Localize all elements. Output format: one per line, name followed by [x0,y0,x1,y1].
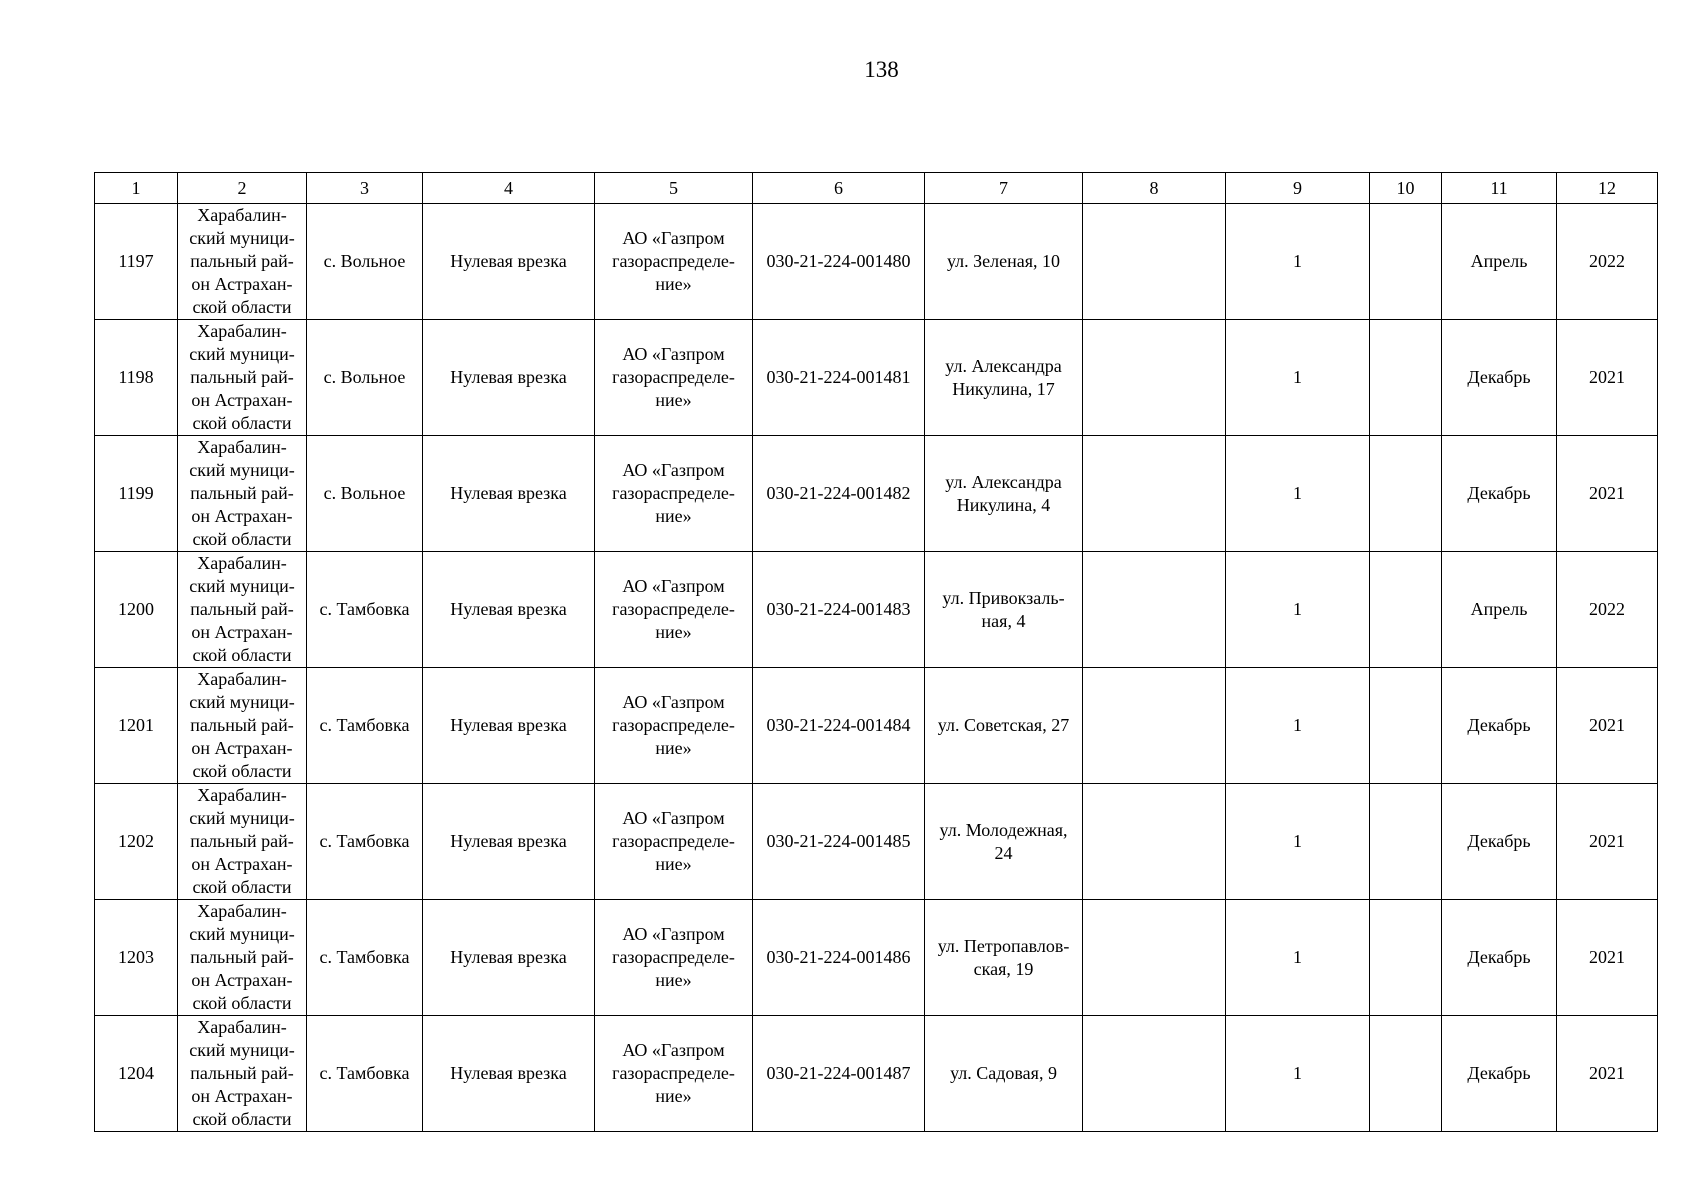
cell-municipality: Харабалин- ский муници- пальный рай- он Астрахан- ской области [178,320,307,436]
cell-object-code: 030-21-224-001485 [753,784,925,900]
cell-quantity: 1 [1226,668,1370,784]
cell-col-10 [1370,900,1442,1016]
cell-municipality: Харабалин- ский муници- пальный рай- он Астрахан- ской области [178,436,307,552]
cell-settlement: с. Тамбовка [307,1016,423,1132]
cell-municipality: Харабалин- ский муници- пальный рай- он Астрахан- ской области [178,668,307,784]
cell-organization: АО «Газпром газораспределе- ние» [595,784,753,900]
cell-work-type: Нулевая врезка [423,436,595,552]
cell-work-type: Нулевая врезка [423,1016,595,1132]
cell-object-code: 030-21-224-001482 [753,436,925,552]
column-header-9: 9 [1226,173,1370,204]
cell-quantity: 1 [1226,1016,1370,1132]
cell-address: ул. Садовая, 9 [925,1016,1083,1132]
cell-address: ул. Привокзаль- ная, 4 [925,552,1083,668]
cell-object-code: 030-21-224-001480 [753,204,925,320]
cell-month: Апрель [1442,552,1557,668]
table-row [95,552,1658,668]
column-header-3: 3 [307,173,423,204]
cell-settlement: с. Тамбовка [307,668,423,784]
column-header-2: 2 [178,173,307,204]
cell-number: 1197 [95,204,178,320]
cell-address: ул. Советская, 27 [925,668,1083,784]
cell-municipality: Харабалин- ский муници- пальный рай- он Астрахан- ской области [178,552,307,668]
cell-year: 2021 [1557,900,1658,1016]
cell-month: Декабрь [1442,320,1557,436]
cell-work-type: Нулевая врезка [423,552,595,668]
column-header-4: 4 [423,173,595,204]
cell-work-type: Нулевая врезка [423,668,595,784]
cell-organization: АО «Газпром газораспределе- ние» [595,436,753,552]
cell-organization: АО «Газпром газораспределе- ние» [595,552,753,668]
cell-year: 2021 [1557,436,1658,552]
cell-number: 1202 [95,784,178,900]
cell-quantity: 1 [1226,436,1370,552]
cell-month: Апрель [1442,204,1557,320]
cell-address: ул. Зеленая, 10 [925,204,1083,320]
cell-month: Декабрь [1442,900,1557,1016]
table-row [95,204,1658,320]
table-row [95,900,1658,1016]
cell-year: 2021 [1557,320,1658,436]
cell-col-10 [1370,204,1442,320]
cell-year: 2021 [1557,1016,1658,1132]
cell-address: ул. Александра Никулина, 4 [925,436,1083,552]
cell-number: 1203 [95,900,178,1016]
column-header-5: 5 [595,173,753,204]
cell-settlement: с. Тамбовка [307,900,423,1016]
cell-address: ул. Александра Никулина, 17 [925,320,1083,436]
column-header-10: 10 [1370,173,1442,204]
cell-work-type: Нулевая врезка [423,204,595,320]
cell-col-8 [1083,204,1226,320]
cell-year: 2022 [1557,552,1658,668]
cell-col-8 [1083,900,1226,1016]
cell-settlement: с. Вольное [307,320,423,436]
cell-municipality: Харабалин- ский муници- пальный рай- он Астрахан- ской области [178,1016,307,1132]
cell-object-code: 030-21-224-001481 [753,320,925,436]
cell-year: 2022 [1557,204,1658,320]
cell-work-type: Нулевая врезка [423,320,595,436]
column-header-11: 11 [1442,173,1557,204]
column-header-6: 6 [753,173,925,204]
cell-month: Декабрь [1442,784,1557,900]
table-row [95,436,1658,552]
table-row [95,668,1658,784]
cell-col-10 [1370,668,1442,784]
cell-col-8 [1083,784,1226,900]
cell-organization: АО «Газпром газораспределе- ние» [595,204,753,320]
table-row [95,784,1658,900]
column-header-8: 8 [1083,173,1226,204]
column-header-7: 7 [925,173,1083,204]
cell-quantity: 1 [1226,900,1370,1016]
cell-col-10 [1370,552,1442,668]
cell-object-code: 030-21-224-001484 [753,668,925,784]
cell-municipality: Харабалин- ский муници- пальный рай- он Астрахан- ской области [178,900,307,1016]
data-table [94,172,1658,1132]
cell-municipality: Харабалин- ский муници- пальный рай- он Астрахан- ской области [178,204,307,320]
column-header-12: 12 [1557,173,1658,204]
cell-number: 1204 [95,1016,178,1132]
cell-col-10 [1370,1016,1442,1132]
cell-organization: АО «Газпром газораспределе- ние» [595,668,753,784]
cell-col-8 [1083,436,1226,552]
cell-work-type: Нулевая врезка [423,900,595,1016]
cell-object-code: 030-21-224-001486 [753,900,925,1016]
cell-quantity: 1 [1226,784,1370,900]
table-row [95,320,1658,436]
cell-organization: АО «Газпром газораспределе- ние» [595,900,753,1016]
cell-number: 1200 [95,552,178,668]
cell-quantity: 1 [1226,320,1370,436]
table-row [95,1016,1658,1132]
column-header-1: 1 [95,173,178,204]
cell-col-8 [1083,552,1226,668]
cell-municipality: Харабалин- ский муници- пальный рай- он Астрахан- ской области [178,784,307,900]
cell-settlement: с. Тамбовка [307,552,423,668]
cell-object-code: 030-21-224-001483 [753,552,925,668]
cell-organization: АО «Газпром газораспределе- ние» [595,1016,753,1132]
cell-address: ул. Молодежная, 24 [925,784,1083,900]
cell-object-code: 030-21-224-001487 [753,1016,925,1132]
cell-col-10 [1370,784,1442,900]
cell-settlement: с. Вольное [307,204,423,320]
cell-year: 2021 [1557,668,1658,784]
cell-month: Декабрь [1442,436,1557,552]
cell-number: 1201 [95,668,178,784]
cell-col-8 [1083,1016,1226,1132]
cell-work-type: Нулевая врезка [423,784,595,900]
cell-settlement: с. Вольное [307,436,423,552]
cell-col-8 [1083,320,1226,436]
cell-organization: АО «Газпром газораспределе- ние» [595,320,753,436]
cell-settlement: с. Тамбовка [307,784,423,900]
cell-quantity: 1 [1226,204,1370,320]
cell-col-10 [1370,320,1442,436]
cell-number: 1199 [95,436,178,552]
cell-address: ул. Петропавлов- ская, 19 [925,900,1083,1016]
table-header-row [95,173,1658,204]
cell-month: Декабрь [1442,1016,1557,1132]
page-number: 138 [864,57,899,82]
cell-col-8 [1083,668,1226,784]
cell-year: 2021 [1557,784,1658,900]
cell-quantity: 1 [1226,552,1370,668]
cell-month: Декабрь [1442,668,1557,784]
cell-number: 1198 [95,320,178,436]
cell-col-10 [1370,436,1442,552]
